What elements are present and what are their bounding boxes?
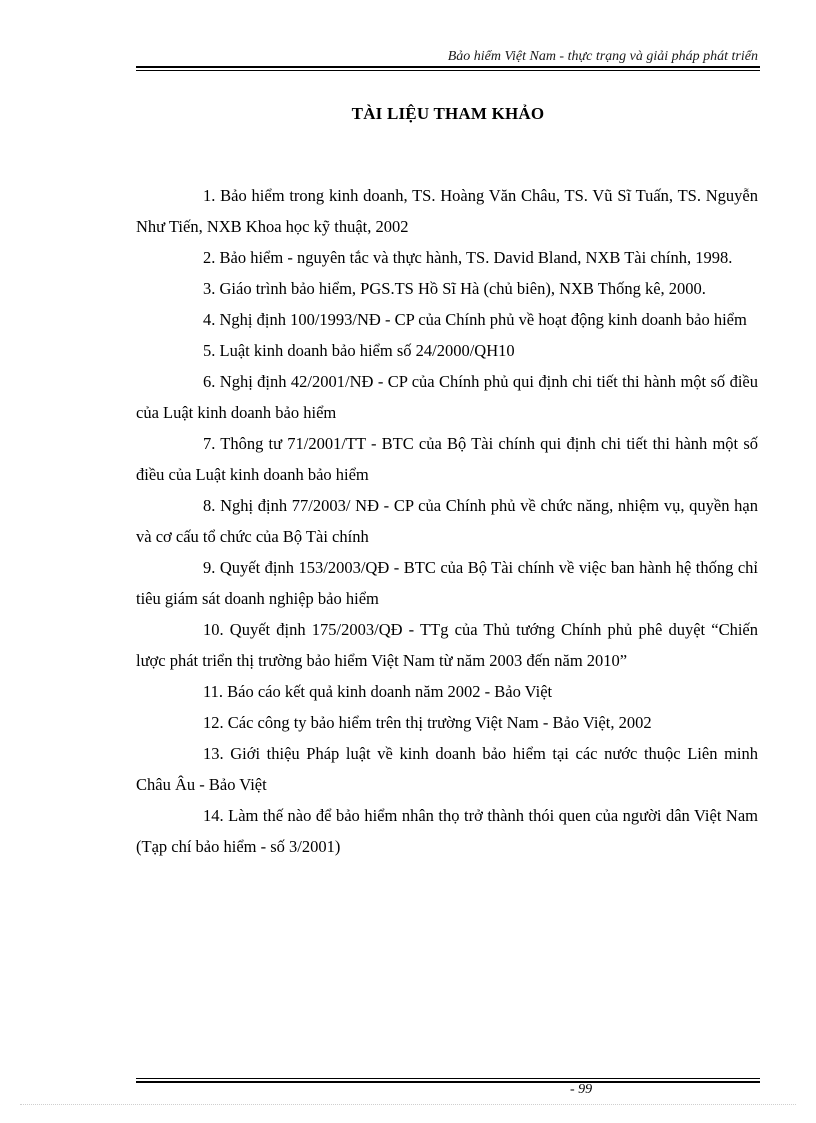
reference-item-12: 12. Các công ty bảo hiểm trên thị trường Việt Nam - Bảo Việt, 2002: [203, 713, 652, 732]
footer-rule-thin: [136, 1078, 760, 1079]
footer-rule-thick: [136, 1081, 760, 1083]
reference-item-11: 11. Báo cáo kết quả kinh doanh năm 2002 - Bảo Việt: [203, 682, 553, 701]
reference-item-4: 4. Nghị định 100/1993/NĐ - CP của Chính phủ về hoạt động kinh doanh bảo hiểm: [203, 310, 747, 329]
reference-item-10: 10. Quyết định 175/2003/QĐ - TTg của Thủ tướng Chính phủ phê duyệt “Chiến lược phát triển thị trường bảo hiểm Việt Nam từ năm 2003 đến năm 2010”: [136, 620, 758, 670]
reference-item-2: 2. Bảo hiểm - nguyên tắc và thực hành, TS. David Bland, NXB Tài chính, 1998.: [203, 248, 733, 267]
running-header-title: Bảo hiểm Việt Nam - thực trạng và giải pháp phát triển: [447, 49, 758, 64]
reference-item-3: 3. Giáo trình bảo hiểm, PGS.TS Hồ Sĩ Hà (chủ biên), NXB Thống kê, 2000.: [203, 279, 706, 298]
header-rule-thin: [136, 70, 760, 71]
page-heading: TÀI LIỆU THAM KHẢO: [351, 104, 545, 123]
reference-item-6: 6. Nghị định 42/2001/NĐ - CP của Chính phủ qui định chi tiết thi hành một số điều của Luật kinh doanh bảo hiểm: [136, 372, 758, 422]
reference-item-1: 1. Bảo hiểm trong kinh doanh, TS. Hoàng Văn Châu, TS. Vũ Sĩ Tuấn, TS. Nguyễn Như Tiến, NXB Khoa học kỹ thuật, 2002: [136, 186, 758, 236]
page-number: - 99: [570, 1082, 593, 1097]
page-bottom-dotted-border: [20, 1104, 796, 1105]
reference-item-13: 13. Giới thiệu Pháp luật về kinh doanh bảo hiểm tại các nước thuộc Liên minh Châu Âu - Bảo Việt: [136, 744, 758, 794]
header-rule-thick: [136, 66, 760, 68]
reference-item-9: 9. Quyết định 153/2003/QĐ - BTC của Bộ Tài chính về việc ban hành hệ thống chỉ tiêu giám sát doanh nghiệp bảo hiểm: [136, 558, 758, 608]
reference-item-5: 5. Luật kinh doanh bảo hiểm số 24/2000/QH10: [203, 341, 515, 360]
reference-item-7: 7. Thông tư 71/2001/TT - BTC của Bộ Tài chính qui định chi tiết thi hành một số điều của Luật kinh doanh bảo hiểm: [136, 434, 758, 484]
reference-item-8: 8. Nghị định 77/2003/ NĐ - CP của Chính phủ về chức năng, nhiệm vụ, quyền hạn và cơ cấu tổ chức của Bộ Tài chính: [136, 496, 758, 546]
reference-list: [136, 180, 758, 862]
reference-item-14: 14. Làm thế nào để bảo hiểm nhân thọ trở thành thói quen của người dân Việt Nam (Tạp chí bảo hiểm - số 3/2001): [136, 806, 758, 856]
